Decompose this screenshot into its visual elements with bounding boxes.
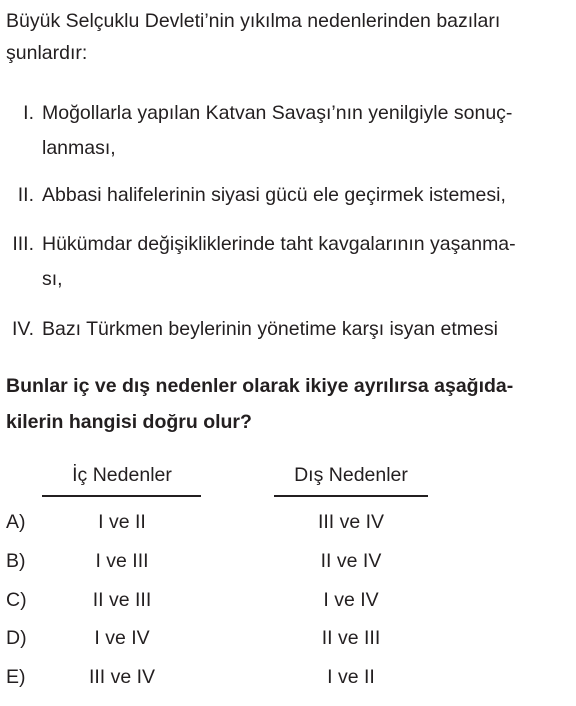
statement-text: Abbasi halifelerinin siyasi gücü ele geçirmek istemesi, (42, 184, 506, 206)
option-inner: I ve IV (94, 627, 150, 649)
option-inner: I ve III (95, 550, 149, 572)
option-outer: I ve IV (323, 589, 379, 611)
statement-numeral: I. (23, 102, 34, 124)
option-label: D) (6, 627, 27, 649)
option-label: C) (6, 589, 27, 611)
statement-text: sı, (42, 268, 63, 290)
option-outer: II ve III (321, 627, 381, 649)
header-outer-causes: Dış Nedenler (294, 464, 408, 486)
header-underline (42, 495, 201, 497)
intro-line-1: Büyük Selçuklu Devleti’nin yıkılma nedenlerinden bazıları (6, 10, 501, 32)
intro-line-2: şunlardır: (6, 42, 88, 64)
option-outer: I ve II (327, 666, 375, 688)
option-label: A) (6, 511, 26, 533)
option-inner: II ve III (92, 589, 152, 611)
statement-numeral: II. (17, 184, 34, 206)
statement-numeral: III. (12, 233, 34, 255)
option-outer: III ve IV (317, 511, 385, 533)
statement-text: Bazı Türkmen beylerinin yönetime karşı isyan etmesi (42, 318, 498, 340)
header-inner-causes: İç Nedenler (72, 464, 172, 486)
option-inner: III ve IV (88, 666, 156, 688)
question-line-1: Bunlar iç ve dış nedenler olarak ikiye ayrılırsa aşağıda- (6, 375, 514, 397)
statement-numeral: IV. (11, 318, 34, 340)
option-label: E) (6, 666, 26, 688)
option-inner: I ve II (98, 511, 146, 533)
option-outer: II ve IV (320, 550, 382, 572)
option-label: B) (6, 550, 26, 572)
statement-text: Hükümdar değişikliklerinde taht kavgalarının yaşanma- (42, 233, 516, 255)
statement-text: Moğollarla yapılan Katvan Savaşı’nın yenilgiyle sonuç- (42, 102, 513, 124)
question-line-2: kilerin hangisi doğru olur? (6, 411, 252, 433)
statement-text: lanması, (42, 137, 116, 159)
header-underline (274, 495, 428, 497)
